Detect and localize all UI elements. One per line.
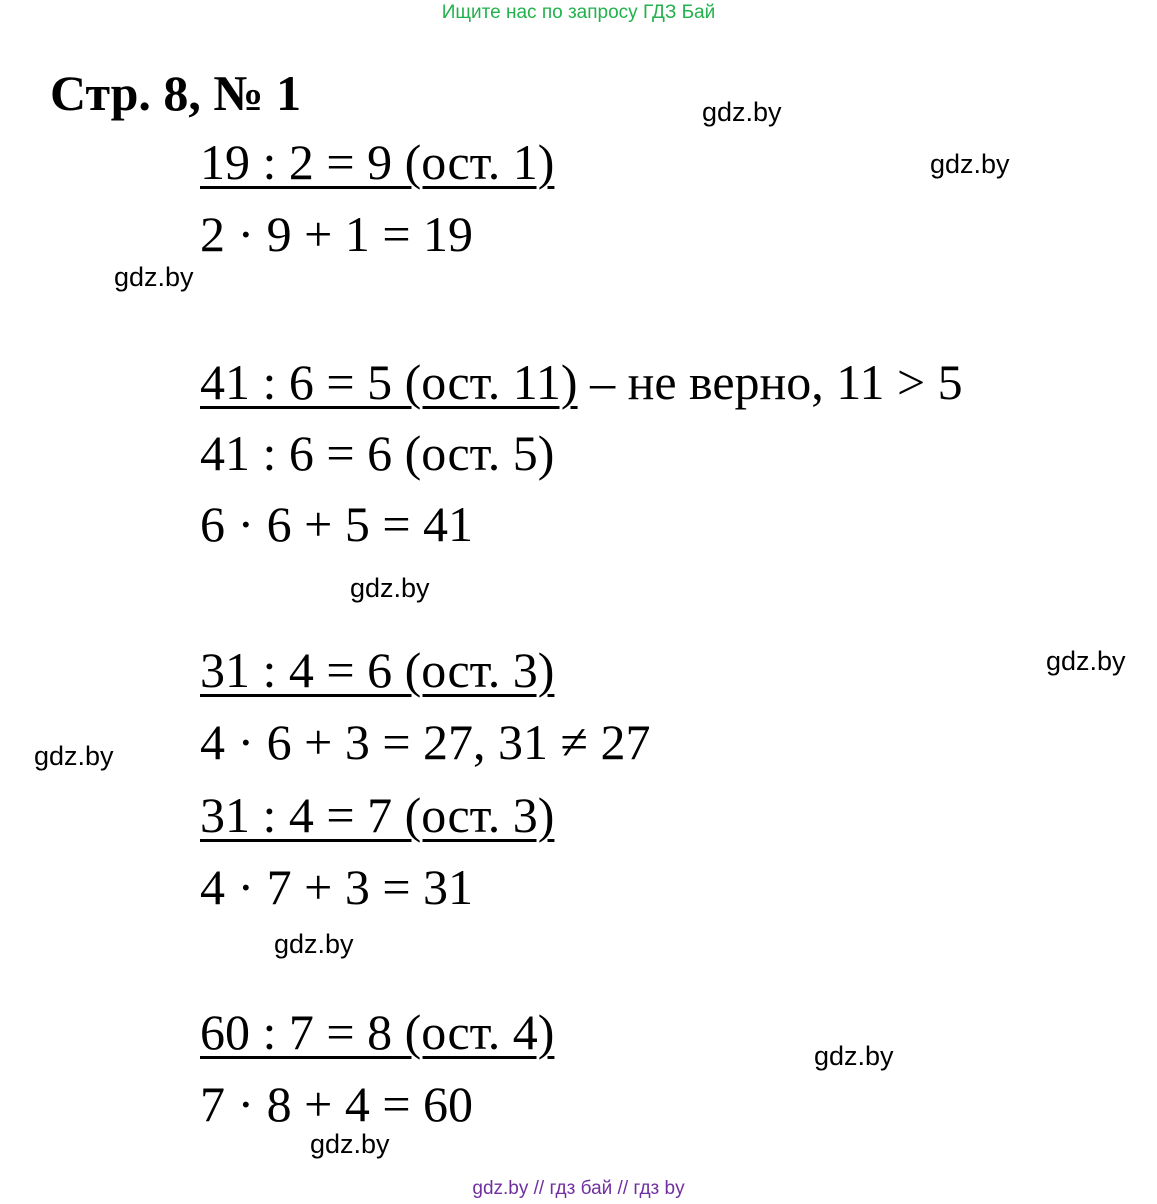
check-expression: 2 · 9 + 1 = 19 [200,206,474,262]
check-line [200,1072,473,1136]
check-line [200,202,473,266]
division-expression: 31 : 4 = 6 (ост. 3) [200,642,555,698]
footer-links[interactable]: gdz.by // гдз бай // гдз by [472,1178,685,1199]
check-line [200,855,473,919]
division-line [200,783,554,847]
division-expression: 41 : 6 = 6 (ост. 5) [200,425,555,481]
top-banner[interactable]: Ищите нас по запросу ГДЗ Бай [441,2,716,23]
division-line [200,638,554,702]
division-expression: 31 : 4 = 7 (ост. 3) [200,787,555,843]
watermark: gdz.by [930,149,1010,179]
division-expression: 41 : 6 = 5 (ост. 11) [200,354,578,410]
check-expression: 7 · 8 + 4 = 60 [200,1076,474,1132]
watermark: gdz.by [350,573,430,603]
division-note: – не верно, 11 > 5 [577,354,963,410]
division-line [200,130,554,194]
watermark: gdz.by [814,1041,894,1071]
check-line [200,710,651,774]
division-line [200,421,554,485]
division-expression: 19 : 2 = 9 (ост. 1) [200,134,555,190]
check-expression: 6 · 6 + 5 = 41 [200,496,474,552]
division-expression: 60 : 7 = 8 (ост. 4) [200,1004,555,1060]
watermark: gdz.by [1046,646,1126,676]
page-title: Стр. 8, № 1 [50,65,302,121]
watermark: gdz.by [702,97,782,127]
division-line [200,1000,554,1064]
check-expression: 4 · 6 + 3 = 27, 31 ≠ 27 [200,714,651,770]
division-line [200,350,963,414]
watermark: gdz.by [34,741,114,771]
watermark: gdz.by [274,929,354,959]
check-line [200,492,473,556]
watermark: gdz.by [114,262,194,292]
watermark: gdz.by [310,1129,390,1159]
check-expression: 4 · 7 + 3 = 31 [200,859,474,915]
